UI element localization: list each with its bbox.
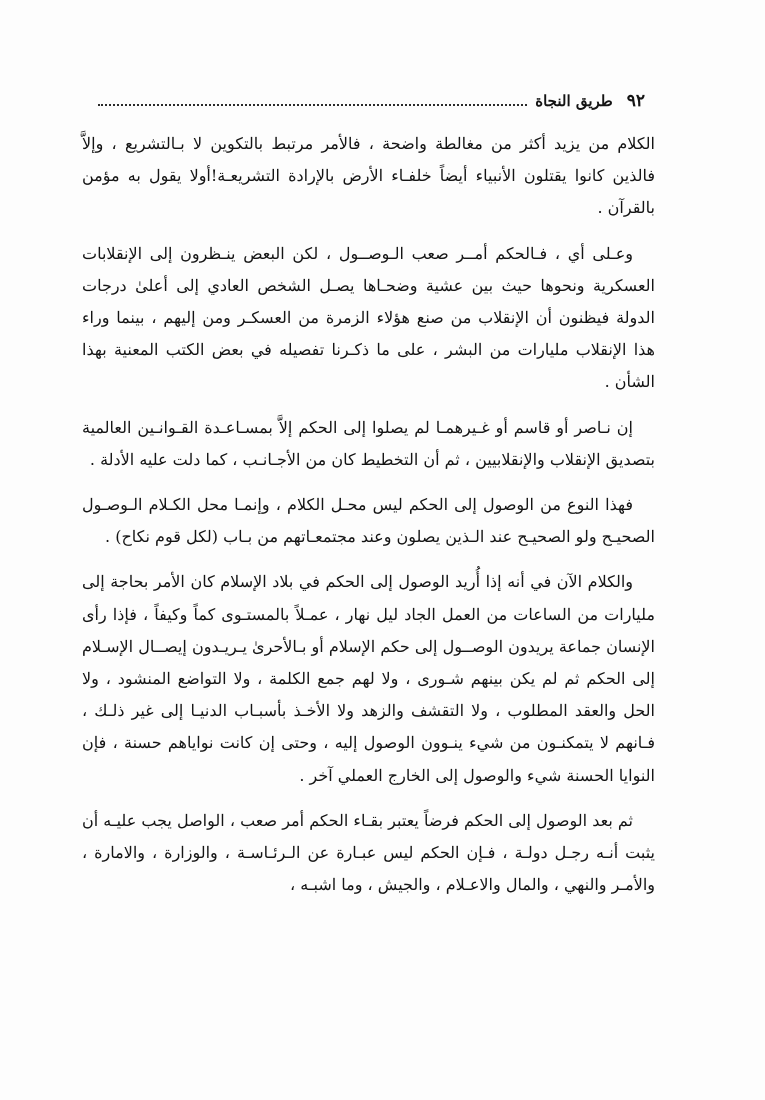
running-title: طريق النجاة	[535, 92, 613, 110]
paragraph-4: فهذا النوع من الوصول إلى الحكم ليس محـل الكلام ، وإنمـا محل الكـلام الـوصـول الصحيـح ولو الصحيـح عند الـذين يصلون وعند مجتمعـاتهم من بـاب (لكل قوم نكاح) .	[82, 495, 655, 547]
paragraph-3: إن نـاصر أو قاسم أو غـيرهمـا لم يصلوا إلى الحكم إلاَّ بمسـاعـدة القـوانـين العالمية بتصديق الإنقلاب والإنقلابيين ، ثم أن التخطيط كان من الأجـانـب ، كما دلت عليه الأدلة .	[82, 417, 655, 469]
page-header	[90, 88, 645, 114]
paragraph-5: والكلام الآن في أنه إذا أُريد الوصول إلى الحكم في بلاد الإسلام كان الأمر بحاجة إلى مليارات من الساعات من العمل الجاد ليل نهار ، عمـلاً بالمستـوى كماً وكيفاً ، فإذا رأى الإنسان جماعة يريدون الوصــول إلى حكم الإسلام أو بـالأحرىٰ يـريـدون إيصــال الإسـلام إلى الحكم ثم لم يكن بينهم شـورى ، ولا لهم جمع الكلمة ، ولا التواضع المنشود ، ولا الحل والعقد المطلوب ، ولا التقشف والزهد ولا الأخـذ بأسبـاب الدنيـا إلى غير ذلـك ، فـانهم لا يتمكنـون من شيء ينـوون الوصول إليه ، وحتى إن كانت نواياهم حسنة ، فإن النوايا الحسنة شيء والوصول إلى الخارج العملي آخر .	[82, 572, 656, 785]
paragraph-1: الكلام من يزيد أكثر من مغالطة واضحة ، فالأمر مرتبط بالتكوين لا بـالتشريع ، وإلاَّ فالذين كانوا يقتلون الأنبياء أيضاً خلفـاء الأرض بالإرادة التشريعـة!أولا يقول به مؤمن بالقرآن .	[82, 134, 655, 218]
leader-dots	[98, 94, 527, 106]
paragraph-6: ثم بعد الوصول إلى الحكم فرضاً يعتبر بقـاء الحكم أمر صعب ، الواصل يجب عليـه أن يثبت أنـه رجـل دولـة ، فـإن الحكم ليس عبـارة عن الـرئـاسـة ، والوزارة ، والامارة ، والأمـر والنهي ، والمال والاعـلام ، والجيش ، وما اشبـه ،	[82, 810, 655, 895]
page-body	[82, 128, 655, 914]
page-number: ٩٢	[626, 91, 645, 111]
paragraph-2: وعـلى أي ، فـالحكم أمــر صعب الـوصــول ، لكن البعض ينـظرون إلى الإنقلابات العسكرية ونحوها حيث بين عشية وضحـاها يصـل الشخص العادي إلى أعلىٰ درجات الدولة فيظنون أن الإنقلاب من صنع هؤلاء الزمرة من العسكـر ومن إليهم ، بينما وراء هذا الإنقلاب مليارات من البشر ، على ما ذكـرنا تفصيله في بعض الكتب المعنية بهذا الشأن .	[82, 243, 655, 392]
